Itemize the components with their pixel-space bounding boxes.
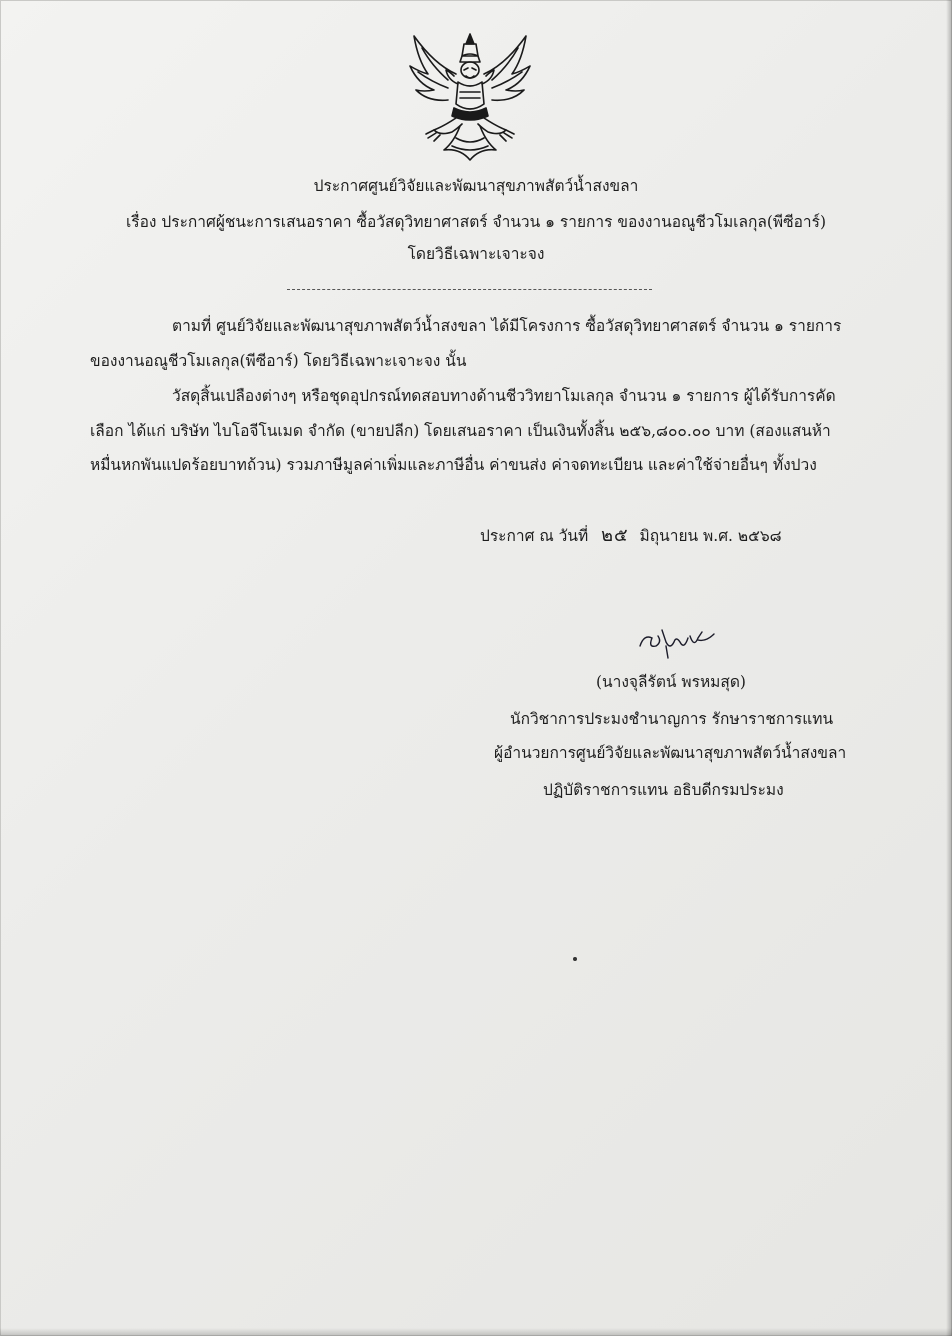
announcement-subject: เรื่อง ประกาศผู้ชนะการเสนอราคา ซื้อวัสดุวิทยาศาสตร์ จำนวน ๑ รายการ ของงานอณูชีวโมเลกุล(พีซีอาร์) [125, 213, 827, 231]
signer-position-line-1: นักวิชาการประมงชำนาญการ รักษาราชการแทน [510, 710, 834, 728]
date-month-year: มิถุนายน พ.ศ. ๒๕๖๘ [639, 527, 782, 545]
announcement-title: ประกาศศูนย์วิจัยและพัฒนาสุขภาพสัตว์น้ำสงขลา [313, 177, 639, 195]
paragraph-2-line-2: เลือก ได้แก่ บริษัท ไบโอจีโนเมด จำกัด (ขายปลีก) โดยเสนอราคา เป็นเงินทั้งสิ้น ๒๕๖,๘๐๐.๐๐ บาท (สองแสนห้า [90, 422, 831, 440]
procurement-method: โดยวิธีเฉพาะเจาะจง [407, 245, 545, 263]
announcement-date [480, 526, 782, 546]
paragraph-2-line-1: วัสดุสิ้นเปลืองต่างๆ หรือชุดอุปกรณ์ทดสอบทางด้านชีววิทยาโมเลกุล จำนวน ๑ รายการ ผู้ได้รับการคัด [172, 387, 836, 405]
page-edge-shadow [946, 0, 952, 1336]
separator-rule [287, 289, 652, 290]
date-prefix: ประกาศ ณ วันที่ [480, 527, 589, 545]
signer-position-line-3: ปฏิบัติราชการแทน อธิบดีกรมประมง [543, 781, 784, 799]
garuda-emblem-icon [404, 30, 536, 165]
paragraph-1-line-2: ของงานอณูชีวโมเลกุล(พีซีอาร์) โดยวิธีเฉพาะเจาะจง นั้น [90, 352, 467, 370]
signer-position-line-2: ผู้อำนวยการศูนย์วิจัยและพัฒนาสุขภาพสัตว์น้ำสงขลา [494, 744, 847, 762]
date-day: ๒๕ [601, 525, 629, 546]
handwritten-signature-icon [636, 624, 726, 662]
paragraph-1-line-1: ตามที่ ศูนย์วิจัยและพัฒนาสุขภาพสัตว์น้ำสงขลา ได้มีโครงการ ซื้อวัสดุวิทยาศาสตร์ จำนวน ๑ รายการ [172, 317, 842, 335]
page-mark [573, 957, 577, 961]
paragraph-2-line-3: หมื่นหกพันแปดร้อยบาทถ้วน) รวมภาษีมูลค่าเพิ่มและภาษีอื่น ค่าขนส่ง ค่าจดทะเบียน และค่าใช้จ่ายอื่นๆ ทั้งปวง [90, 456, 817, 474]
signer-name: (นางจุลีรัตน์ พรหมสุด) [596, 673, 746, 691]
page-bottom-shadow [0, 1328, 952, 1336]
